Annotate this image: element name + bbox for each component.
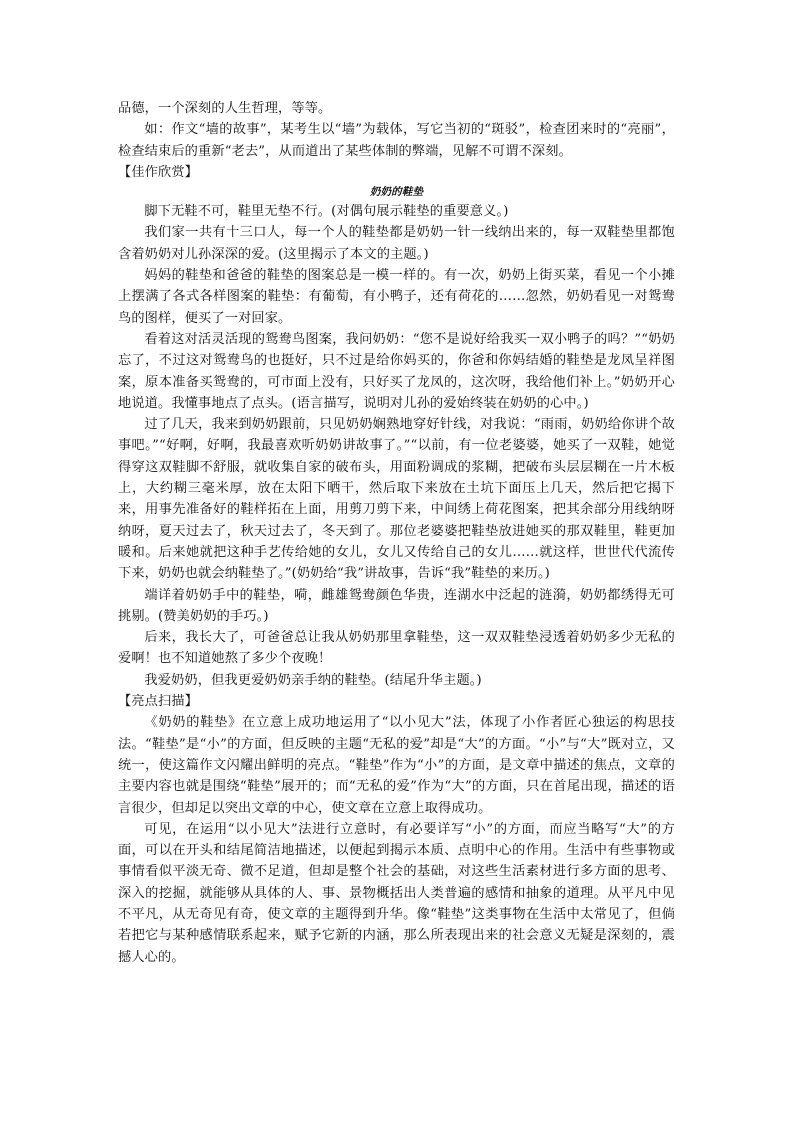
essay-paragraph: 我爱奶奶，但我更爱奶奶亲手纳的鞋垫。(结尾升华主题。) <box>144 672 482 688</box>
section-heading-appreciation: 【佳作欣赏】 <box>118 164 199 180</box>
highlight-paragraph: 《奶奶的鞋垫》在立意上成功地运用了“以小见大”法，体现了小作者匠心独运的构思技法。“鞋垫”是“小”的方面，但反映的主题“无私的爱”却是“大”的方面。“小”与“大”既对立，又统一，使这篇作文闪耀出鲜明的亮点。“鞋垫”作为“小”的方面，是文章中描述的焦点，文章的主要内容也就是围绕“鞋垫”展开的；而“无私的爱”作为“大”的方面，只在首尾出现，描述的语言很少，但却足以突出文章的中心，使文章在立意上取得成功。 <box>118 715 675 816</box>
essay-paragraph: 端详着奶奶手中的鞋垫，嗬，雌雄鸳鸯颜色华贵，连湖水中泛起的涟漪，奶奶都绣得无可挑剔。(赞美奶奶的手巧。) <box>118 587 675 624</box>
essay-paragraph: 脚下无鞋不可，鞋里无垫不行。(对偶句展示鞋垫的重要意义。) <box>144 204 509 220</box>
intro-example: 如：作文“墙的故事”，某考生以“墙”为载体，写它当初的“斑驳”，检查团来时的“亮丽”，检查结束后的重新“老去”，从而道出了某些体制的弊端，见解不可谓不深刻。 <box>118 122 675 159</box>
essay-title: 奶奶的鞋垫 <box>369 186 424 199</box>
essay-paragraph: 我们家一共有十三口人，每一个人的鞋垫都是奶奶一针一线纳出来的，每一双鞋垫里都饱含着奶奶对儿孙深深的爱。(这里揭示了本文的主题。) <box>118 225 675 262</box>
document-page <box>118 98 675 968</box>
essay-paragraph: 过了几天，我来到奶奶跟前，只见奶奶娴熟地穿好针线，对我说：“雨雨，奶奶给你讲个故事吧。”“好啊，好啊，我最喜欢听奶奶讲故事了。”“以前，有一位老婆婆，她买了一双鞋，她觉得穿这双鞋脚不舒服，就收集自家的破布头，用面粉调成的浆糊，把破布头层层糊在一片木板上，大约糊三毫米厚，放在太阳下晒干，然后取下来放在土坑下面压上几天，然后把它揭下来，用事先准备好的鞋样拓在上面，用剪刀剪下来，中间绣上荷花图案，把其余部分用线纳呀纳呀，夏天过去了，秋天过去了，冬天到了。那位老婆婆把鞋垫放进她买的那双鞋里，鞋更加暖和。后来她就把这种手艺传给她的女儿，女儿又传给自己的女儿……就这样，世世代代流传下来，奶奶也就会纳鞋垫了。”(奶奶给“我”讲故事，告诉“我”鞋垫的来历。) <box>118 417 675 582</box>
section-heading-highlights: 【亮点扫描】 <box>118 694 199 710</box>
highlight-paragraph: 可见，在运用“以小见大”法进行立意时，有必要详写“小”的方面，而应当略写“大”的方面，可以在开头和结尾简洁地描述，以便起到揭示本质、点明中心的作用。生活中有些事物或事情看似平淡无奇、微不足道，但却是整个社会的基础，对这些生活素材进行多方面的思考、深入的挖掘，就能够从具体的人、事、景物概括出人类普遍的感情和抽象的道理。从平凡中见不平凡，从无奇见有奇，使文章的主题得到升华。像“鞋垫”这类事物在生活中太常见了，但倘若把它与某种感情联系起来，赋予它新的内涵，那么所表现出来的社会意义无疑是深刻的，震撼人心的。 <box>118 821 675 965</box>
essay-paragraph: 看着这对活灵活现的鸳鸯鸟图案，我问奶奶：“您不是说好给我买一双小鸭子的吗？”“奶奶忘了，不过这对鸳鸯鸟的也挺好，只不过是给你妈买的，你爸和你妈结婚的鞋垫是龙凤呈祥图案，原本准备买鸳鸯的，可市面上没有，只好买了龙凤的，这次呀，我给他们补上。”奶奶开心地说道。我懂事地点了点头。(语言描写，说明对儿孙的爱始终装在奶奶的心中。) <box>118 331 675 411</box>
intro-continuation: 品德，一个深刻的人生哲理，等等。 <box>118 101 332 116</box>
essay-paragraph: 后来，我长大了，可爸爸总让我从奶奶那里拿鞋垫，这一双双鞋垫浸透着奶奶多少无私的爱啊！也不知道她熬了多少个夜晚！ <box>118 630 675 667</box>
essay-paragraph: 妈妈的鞋垫和爸爸的鞋垫的图案总是一模一样的。有一次，奶奶上街买菜，看见一个小摊上摆满了各式各样图案的鞋垫：有葡萄，有小鸭子，还有荷花的……忽然，奶奶看见一对鸳鸯鸟的图样，便买了一对回家。 <box>118 268 675 326</box>
